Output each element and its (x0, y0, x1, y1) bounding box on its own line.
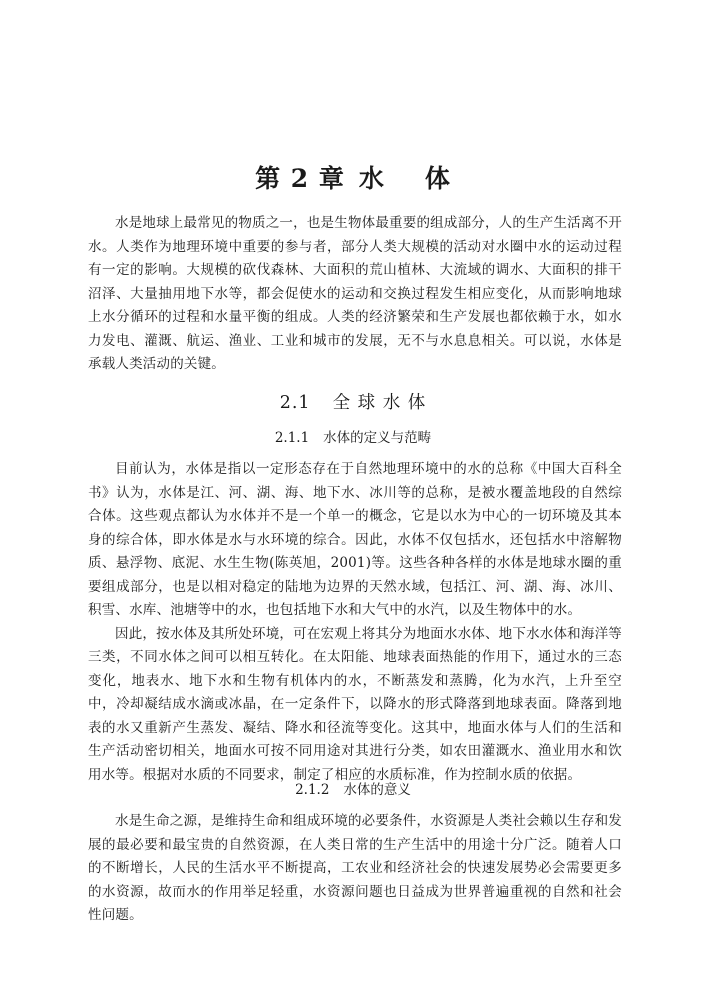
section-title: 全 球 水 体 (332, 393, 427, 413)
paragraph: 因此，按水体及其所处环境，可在宏观上将其分为地面水水体、地下水水体和海洋等三类，不同水体之间可以相互转化。在太阳能、地球表面热能的作用下，通过水的三态变化，地表水、地下水和生物有机体内的水，不断蒸发和蒸腾，化为水汽，上升至空中，冷却凝结成水滴或冰晶，在一定条件下，以降水的形式降落到地球表面。降落到地表的水又重新产生蒸发、凝结、降水和径流等变化。这其中，地面水体与人们的生活和生产活动密切相关，地面水可按不同用途对其进行分类，如农田灌溉水、渔业用水和饮用水等。根据对水质的不同要求，制定了相应的水质标准，作为控制水质的依据。 (88, 625, 622, 783)
subsection-2-1-1-body (88, 458, 622, 787)
chapter-title-char-1: 水 (358, 164, 385, 193)
subsection-2-1-2-body (88, 810, 622, 928)
chapter-number: 第 2 章 (255, 164, 345, 193)
section-number: 2.1 (279, 393, 311, 413)
intro-paragraph: 水是地球上最常见的物质之一，也是生物体最重要的组成部分，人的生产生活离不开水。人类作为地理环境中重要的参与者，部分人类大规模的活动对水圈中水的运动过程有一定的影响。大规模的砍伐森林、大面积的荒山植林、大流域的调水、大面积的排干沼泽、大量抽用地下水等，都会促使水的运动和交换过程发生相应变化，从而影响地球上水分循环的过程和水量平衡的组成。人类的经济繁荣和生产发展也都依赖于水，如水力发电、灌溉、航运、渔业、工业和城市的发展，无不与水息息相关。可以说，水体是承载人类活动的关键。 (88, 215, 622, 372)
subsection-number: 2.1.2 (295, 782, 330, 798)
paragraph: 目前认为，水体是指以一定形态存在于自然地理环境中的水的总称《中国大百科全书》认为，水体是江、河、湖、海、地下水、冰川等的总称，是被水覆盖地段的自然综合体。这些观点都认为水体并不是一个单一的概念，它是以水为中心的一切环境及其本身的综合体，即水体是水与水环境的综合。因此，水体不仅包括水，还包括水中溶解物质、悬浮物、底泥、水生生物(陈英旭，2001)等。这些各种各样的水体是地球水圈的重要组成部分，也是以相对稳定的陆地为边界的天然水域，包括江、河、湖、海、冰川、积雪、水库、池塘等中的水，也包括地下水和大气中的水汽，以及生物体中的水。 (88, 461, 622, 618)
section-heading (0, 391, 706, 415)
intro-text (88, 212, 622, 377)
chapter-title-char-2: 体 (424, 164, 451, 193)
subsection-heading-2-1-2 (0, 780, 706, 800)
subsection-heading-2-1-1 (0, 428, 706, 448)
subsection-title: 水体的意义 (343, 782, 411, 798)
subsection-number: 2.1.1 (274, 430, 310, 446)
paragraph: 水是生命之源，是维持生命和组成环境的必要条件，水资源是人类社会赖以生存和发展的最必要和最宝贵的自然资源，在人类日常的生产生活中的用途十分广泛。随着人口的不断增长，人民的生活水平不断提高，工农业和经济社会的快速发展势必会需要更多的水资源，故而水的作用举足轻重，水资源问题也日益成为世界普遍重视的自然和社会性问题。 (88, 813, 622, 923)
chapter-title (0, 162, 706, 196)
subsection-title: 水体的定义与范畴 (323, 430, 432, 446)
